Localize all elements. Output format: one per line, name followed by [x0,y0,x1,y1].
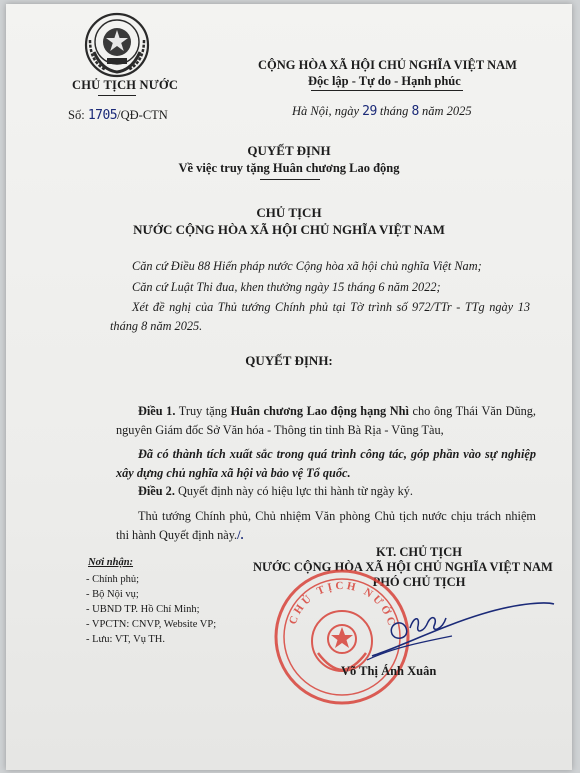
article-1-reason: Đã có thành tích xuất sắc trong quá trình công tác, góp phần vào sự nghiệp xây dựng chủ nghĩa xã hội và bảo vệ Tổ quốc. [116,447,536,480]
recipient-item: - Bộ Nội vụ; [86,589,139,600]
decision-heading: QUYẾT ĐỊNH: [245,353,333,368]
article-1-award: Huân chương Lao động hạng Nhì [230,404,409,418]
recipient-item: - Lưu: VT, Vụ TH. [86,634,165,645]
document-title: QUYẾT ĐỊNH [247,143,331,158]
article-1 [116,402,536,440]
article-3-text: Thủ tướng Chính phủ, Chủ nhiệm Văn phòng Chủ tịch nước chịu trách nhiệm thi hành Quyết định này. [116,509,536,542]
seal-text: CHỦ TỊCH NƯỚC [286,579,399,630]
signatory-name: Võ Thị Ánh Xuân [341,664,437,678]
date-month-label: tháng [379,104,409,118]
article-3 [116,507,536,545]
issuing-office: CHỦ TỊCH NƯỚC [72,78,179,92]
article-2 [116,482,536,501]
national-emblem-icon [84,12,150,78]
end-mark: /. [237,528,244,542]
article-2-label: Điều 2. [138,484,175,498]
date-prefix: Hà Nội, ngày [292,104,360,118]
number-prefix: Số: [68,108,85,122]
legal-basis-1: Căn cứ Điều 88 Hiến pháp nước Cộng hòa xã hội chủ nghĩa Việt Nam; [132,259,482,273]
handwritten-signature-icon [362,596,562,666]
date-day: 29 [362,104,377,119]
article-1-text-pre: Truy tặng [178,404,227,418]
document-subject: Về việc truy tặng Huân chương Lao động [178,161,400,175]
issue-date [292,104,472,119]
article-2-text: Quyết định này có hiệu lực thi hành từ ngày ký. [177,484,413,498]
recipient-item: - VPCTN: CNVP, Website VP; [86,619,217,630]
legal-basis-3: Xét đề nghị của Thủ tướng Chính phủ tại Tờ trình số 972/TTr - TTg ngày 13 tháng 8 năm 2025. [110,300,530,333]
document-page [6,4,572,770]
national-motto: Độc lập - Tự do - Hạnh phúc [308,74,461,88]
article-1-label: Điều 1. [138,404,176,418]
divider [311,90,463,91]
divider [260,179,320,180]
article-1-text-post: cho ông Thái Văn Dũng, nguyên Giám đốc Sở Văn hóa - Thông tin tỉnh Bà Rịa - Vũng Tàu, [116,404,536,437]
divider [98,95,136,96]
issuer-title: CHỦ TỊCH [256,205,322,220]
date-month: 8 [411,104,419,119]
legal-basis-2: Căn cứ Luật Thi đua, khen thưởng ngày 15 tháng 6 năm 2022; [132,280,441,294]
recipients-title: Nơi nhận: [88,557,134,568]
recipient-item: - Chính phủ; [86,574,140,585]
number-suffix: /QĐ-CTN [117,108,168,122]
document-number [68,108,168,123]
signature-position: PHÓ CHỦ TỊCH [372,575,466,589]
signature-state: NƯỚC CỘNG HÒA XÃ HỘI CHỦ NGHĨA VIỆT NAM [253,560,553,574]
issuer-state: NƯỚC CỘNG HÒA XÃ HỘI CHỦ NGHĨA VIỆT NAM [133,222,445,237]
nation-name: CỘNG HÒA XÃ HỘI CHỦ NGHĨA VIỆT NAM [258,58,517,72]
number-handwritten: 1705 [87,108,118,123]
recipient-item: - UBND TP. Hồ Chí Minh; [86,604,200,615]
signature-authority: KT. CHỦ TỊCH [375,545,462,559]
date-year: năm 2025 [421,104,472,118]
